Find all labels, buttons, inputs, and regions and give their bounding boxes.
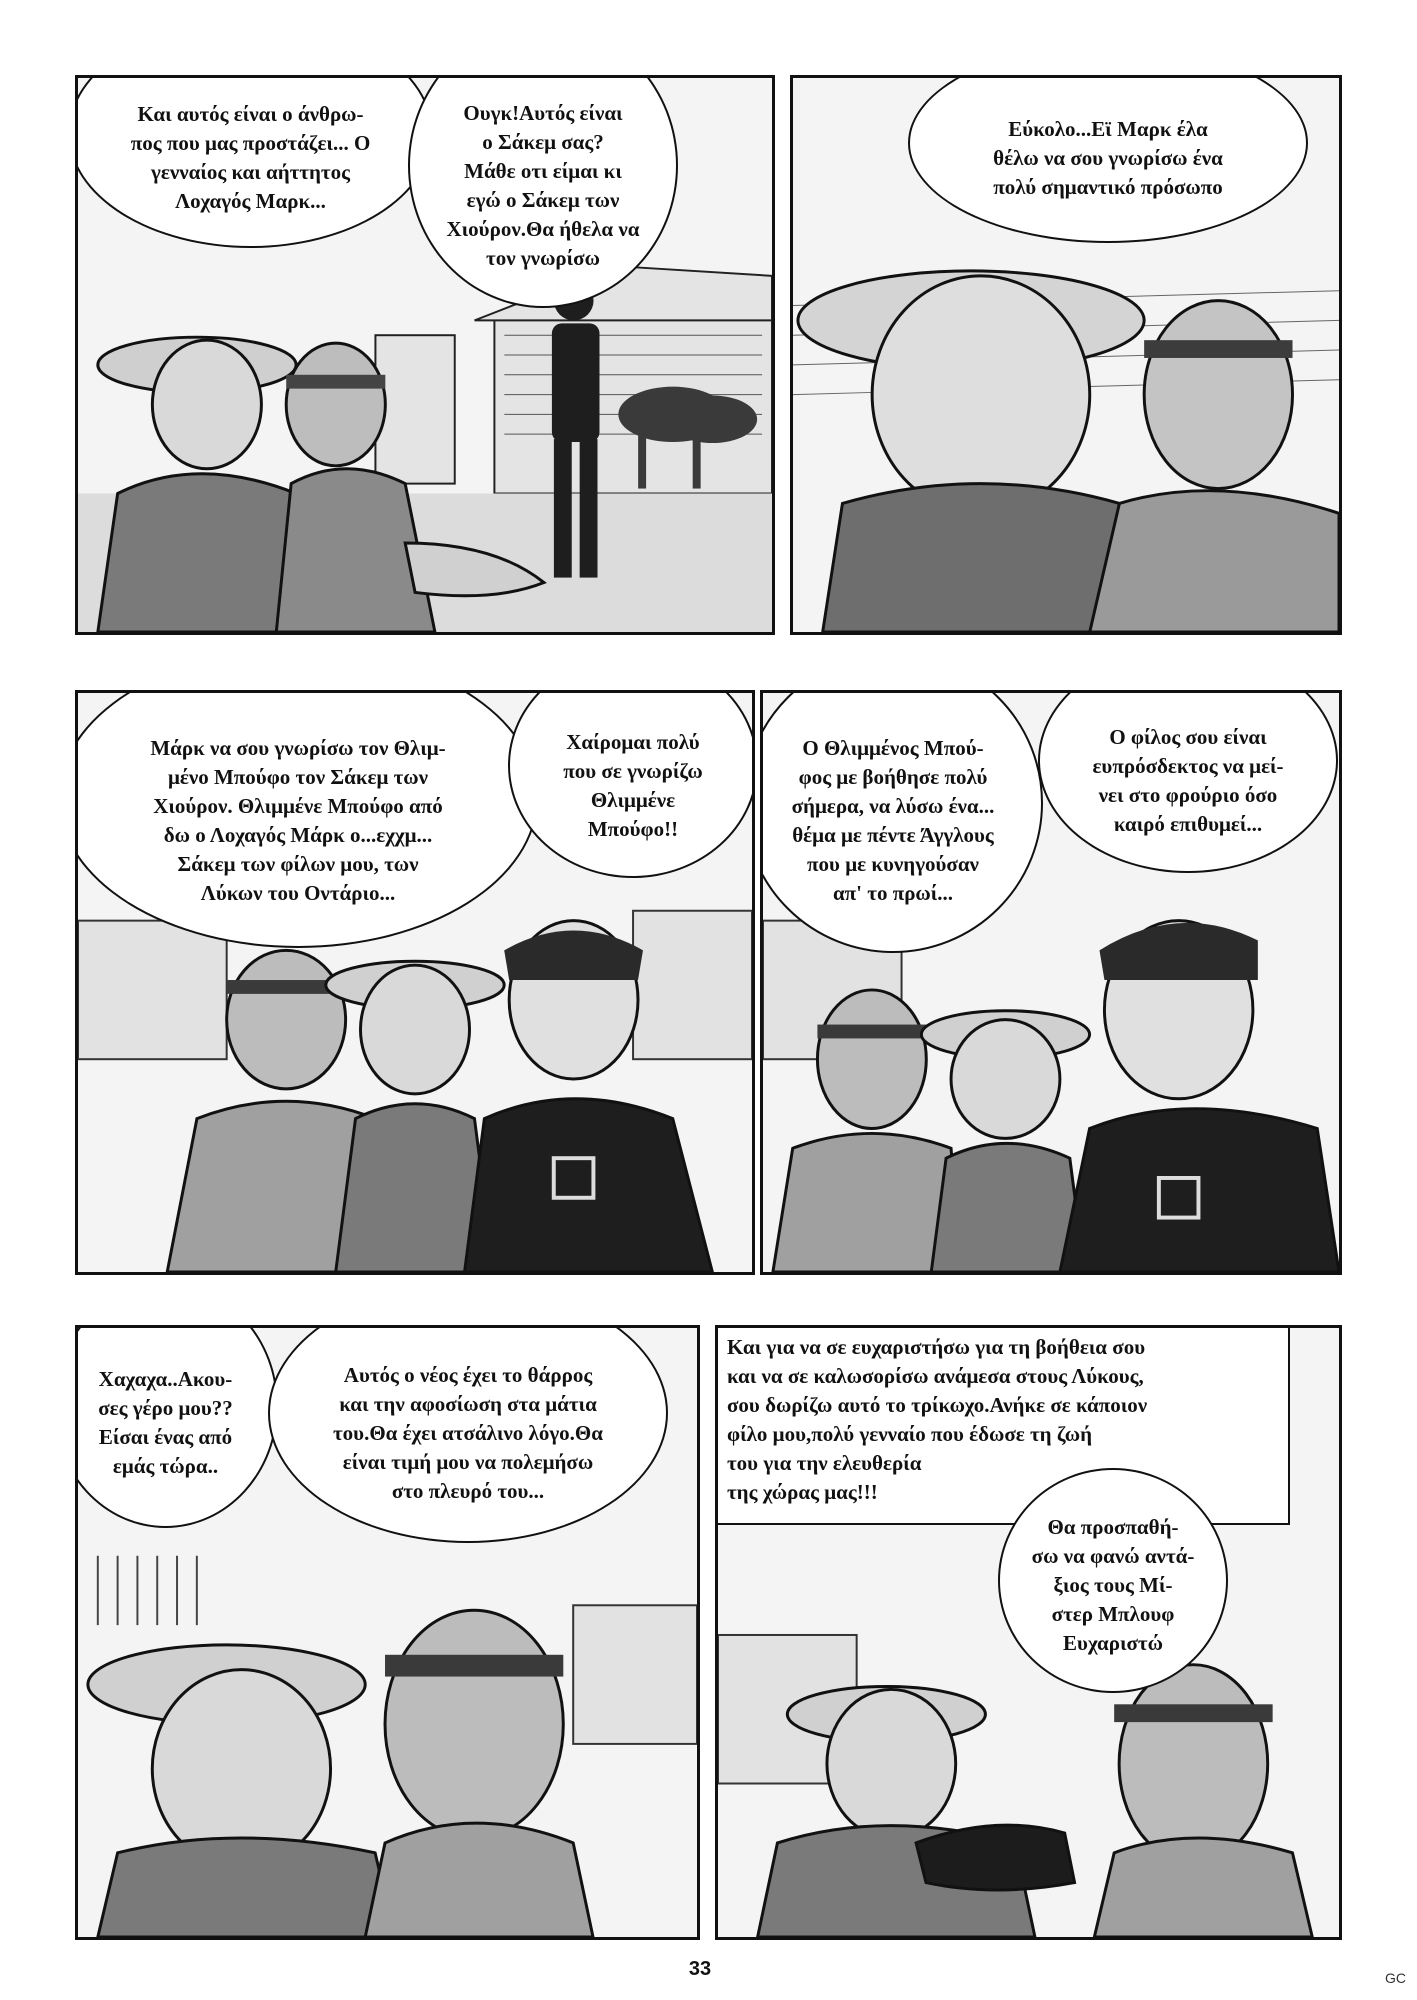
- panel-2: [790, 75, 1342, 635]
- speech-text: Ουγκ!Αυτός είναι ο Σάκεμ σας? Μάθε οτι είμαι κι εγώ ο Σάκεμ των Χιούρον.Θα ήθελα να τον γνωρίσω: [446, 100, 640, 270]
- panel-3: [75, 690, 755, 1275]
- speech-text: Ο φίλος σου είναι ευπρόσδεκτος να μεί- νει στο φρούριο όσο καιρό επιθυμεί...: [1092, 724, 1284, 836]
- speech-bubble: [998, 1468, 1228, 1693]
- panel-4: [760, 690, 1342, 1275]
- speech-text: Χαίρομαι πολύ που σε γνωρίζω Θλιμμένε Μπούφο!!: [563, 729, 703, 841]
- speech-text: Και αυτός είναι ο άνθρω- πος που μας προστάζει... Ο γενναίος και αήττητος Λοχαγός Μαρκ...: [130, 102, 371, 213]
- speech-text: Αυτός ο νέος έχει το θάρρος και την αφοσίωση στα μάτια του.Θα έχει ατσάλινο λόγο.Θα είναι τιμή μου να πολεμήσω στο πλευρό του...: [333, 1362, 603, 1503]
- scanner-signature: GC: [1385, 1970, 1406, 1986]
- panel-1: [75, 75, 775, 635]
- speech-text: Χαχαχα..Ακου- σες γέρο μου?? Είσαι ένας από εμάς τώρα..: [98, 1367, 233, 1478]
- narration-box: [715, 1325, 1290, 1525]
- speech-text: Θα προσπαθή- σω να φανώ αντά- ξιος τους Μί- στερ Μπλουφ Ευχαριστώ: [1031, 1515, 1195, 1655]
- speech-text: Ο Θλιμμένος Μπού- φος με βοήθησε πολύ σήμερα, να λύσω ένα... θέμα με πέντε Άγγλους που με κυνηγούσαν απ' το πρωί...: [791, 735, 995, 905]
- speech-text: Μάρκ να σου γνωρίσω τον Θλιμ- μένο Μπούφο τον Σάκεμ των Χιούρον. Θλιμμένε Μπούφο από δω ο Λοχαγός Μάρκ ο...εχχμ... Σάκεμ των φίλων μου, των Λύκων του Οντάριο...: [150, 735, 446, 905]
- panel-5: [75, 1325, 700, 1940]
- panel-6: [715, 1325, 1342, 1940]
- narration-text: Και για να σε ευχαριστήσω για τη βοήθεια σου και να σε καλωσορίσω ανάμεσα στους Λύκους, σου δωρίζω αυτό το τρίκωχο.Ανήκε σε κάποιον φίλο μου,πολύ γενναίο που έδωσε τη ζωή του για την ελευθερία της χώρας μας!!!: [727, 1335, 1148, 1504]
- speech-text: Εύκολο...Εϊ Μαρκ έλα θέλω να σου γνωρίσω ένα πολύ σημαντικό πρόσωπο: [993, 116, 1223, 199]
- page-number: 33: [688, 1958, 712, 1980]
